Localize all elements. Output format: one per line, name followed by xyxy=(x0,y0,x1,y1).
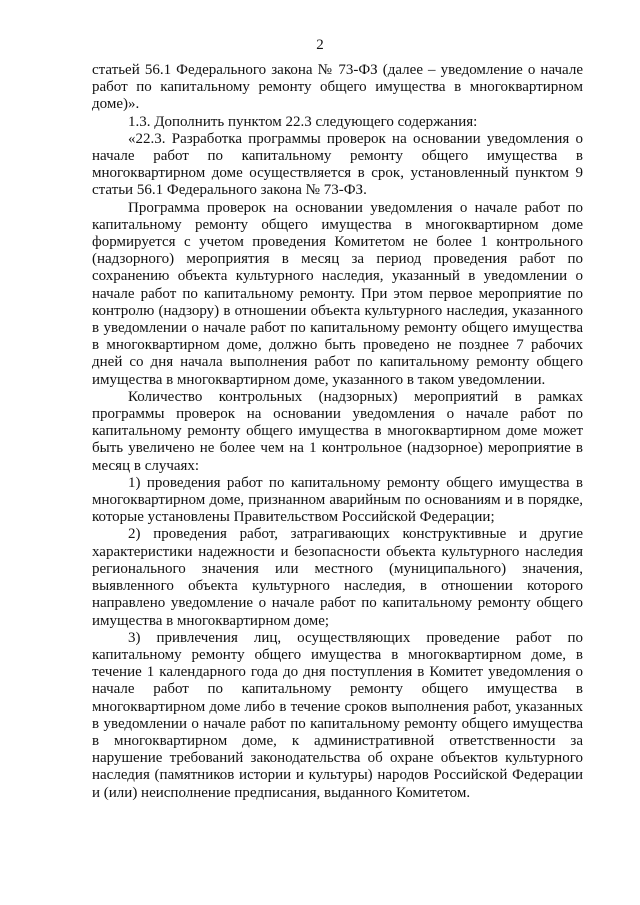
paragraph-measures-count: Количество контрольных (надзорных) мероприятий в рамках программы проверок на основании уведомления о начале работ по капитальному ремонту общего имущества в многоквартирном доме может быть увеличено не более чем на 1 контрольное (надзорное) мероприятие в месяц в случаях: xyxy=(92,388,583,474)
paragraph-amendment-1-3: 1.3. Дополнить пунктом 22.3 следующего содержания: xyxy=(128,113,478,130)
page-number: 2 xyxy=(316,37,324,53)
paragraph-inspection-program: Программа проверок на основании уведомления о начале работ по капитальному ремонту общего имущества в многоквартирном доме формируется с учетом проведения Комитетом не более 1 контрольного (надзорного) мероприятия в месяц за период проведения работ по сохранению объекта культурного наследия, указанный в уведомлении о начале работ по капитальному ремонту. При этом первое мероприятие по контролю (надзору) в отношении объекта культурного наследия, указанного в уведомлении о начале работ по капитальному ремонту общего имущества в многоквартирном доме, должно быть проведено не позднее 7 рабочих дней со дня начала выполнения работ по капитальному ремонту общего имущества в многоквартирном доме, указанного в таком уведомлении. xyxy=(92,199,583,388)
list-item-1: 1) проведения работ по капитальному ремонту общего имущества в многоквартирном доме, признанном аварийным по основаниям и в порядке, которые установлены Правительством Российской Федерации; xyxy=(92,474,583,526)
list-item-3: 3) привлечения лиц, осуществляющих проведение работ по капитальному ремонту общего имущества в многоквартирном доме, в течение 1 календарного года до дня поступления в Комитет уведомления о начале работ по капитальному ремонту общего имущества в многоквартирном доме либо в течение сроков выполнения работ, указанных в уведомлении о начале работ по капитальному ремонту общего имущества в многоквартирном доме, к административной ответственности за нарушение требований законодательства об охране объектов культурного наследия (памятников истории и культуры) народов Российской Федерации и (или) неисполнение предписания, выданного Комитетом. xyxy=(92,629,583,801)
document-body xyxy=(92,62,583,802)
paragraph-clause-22-3: «22.3. Разработка программы проверок на основании уведомления о начале работ по капитальному ремонту общего имущества в многоквартирном доме осуществляется в срок, установленный пунктом 9 статьи 56.1 Федерального закона № 73-ФЗ. xyxy=(92,130,583,199)
paragraph-continuation: статьей 56.1 Федерального закона № 73-ФЗ (далее – уведомление о начале работ по капитальному ремонту общего имущества в многоквартирном доме)». xyxy=(92,62,583,113)
list-item-2: 2) проведения работ, затрагивающих конструктивные и другие характеристики надежности и безопасности объекта культурного наследия регионального значения или местного (муниципального) значения, выявленного объекта культурного наследия, в отношении которого направлено уведомление о начале работ по капитальному ремонту общего имущества в многоквартирном доме; xyxy=(92,526,583,629)
